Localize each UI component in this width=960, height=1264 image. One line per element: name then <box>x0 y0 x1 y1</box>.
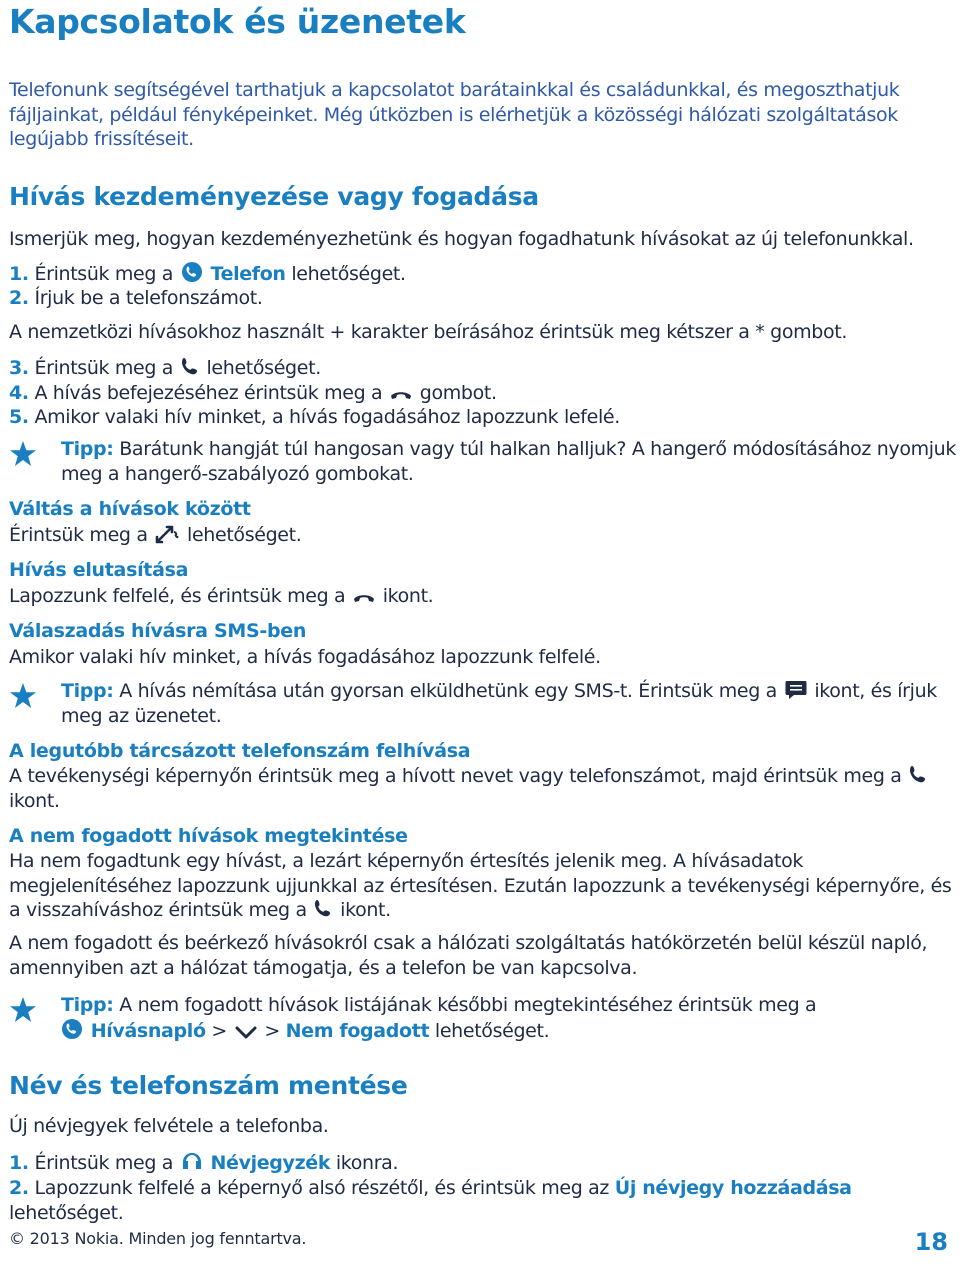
call-icon <box>909 765 927 785</box>
copyright-footer: © 2013 Nokia. Minden jog fenntartva. <box>9 1229 307 1248</box>
step-text: Érintsük meg a <box>34 357 174 379</box>
subheading-reject: Hívás elutasítása <box>9 559 189 581</box>
phone-label: Telefon <box>210 263 286 285</box>
last-post: ikont. <box>9 789 60 812</box>
phone-app-icon <box>181 261 203 283</box>
subheading-last-dialed: A legutóbb tárcsázott telefonszám felhívása <box>9 740 471 762</box>
step-text: A hívás befejezéséhez érintsük meg a <box>34 382 383 404</box>
step-text: Amikor valaki hív minket, a hívás fogadásához lapozzunk lefelé. <box>34 406 620 428</box>
call-icon <box>181 357 199 377</box>
step-text: Érintsük meg a <box>34 1152 174 1174</box>
separator: > <box>264 1019 280 1042</box>
step-3 <box>9 356 954 381</box>
chevron-down-icon <box>235 1026 257 1040</box>
tip-label: Tipp: <box>61 680 114 702</box>
step-number: 3. <box>9 357 29 379</box>
subheading-sms: Válaszadás hívásra SMS-ben <box>9 620 307 642</box>
star-icon <box>9 682 37 710</box>
contacts-label: Névjegyzék <box>210 1152 331 1174</box>
separator: > <box>211 1019 227 1042</box>
subheading-missed: A nem fogadott hívások megtekintése <box>9 825 408 847</box>
step-number: 2. <box>9 1177 29 1199</box>
end-call-icon <box>390 388 412 402</box>
new-contact-label: Új névjegy hozzáadása <box>614 1177 852 1199</box>
step-text: gombot. <box>419 382 497 404</box>
step-text: Lapozzunk felfelé a képernyő alsó részétől, és érintsük meg az <box>34 1177 610 1199</box>
step-number: 5. <box>9 406 29 428</box>
step-text: lehetőséget. <box>9 1201 124 1224</box>
tip-label: Tipp: <box>61 994 114 1016</box>
end-call-icon <box>353 591 375 605</box>
step-number: 1. <box>9 1152 29 1174</box>
star-icon <box>9 996 37 1024</box>
star-icon <box>9 440 37 468</box>
step-text: Írjuk be a telefonszámot. <box>34 287 263 309</box>
tip-text <box>61 679 960 728</box>
step-1 <box>9 261 954 287</box>
intro-paragraph: Telefonunk segítségével tarthatjuk a kapcsolatot barátainkkal és családunkkal, és megoszthatjuk fájljainkat, például fényképeinket. Még útközben is elérhetjük a közösségi hálózati szolgáltatások legújabb frissítéseit. <box>9 79 900 150</box>
sms-text: Amikor valaki hív minket, a hívás fogadásához lapozzunk felfelé. <box>9 646 601 668</box>
step-4 <box>9 381 954 406</box>
save-lead: Új névjegyek felvétele a telefonba. <box>9 1115 329 1137</box>
tip-label: Tipp: <box>61 438 114 460</box>
step-number: 2. <box>9 287 29 309</box>
save-step-1 <box>9 1151 954 1176</box>
tip-body: ikont, és írjuk meg az üzenetet. <box>61 680 937 727</box>
reject-pre: Lapozzunk felfelé, és érintsük meg a <box>9 585 346 607</box>
switch-post: lehetőséget. <box>187 524 302 546</box>
missed-label: Nem fogadott <box>285 1019 430 1042</box>
missed-pre: Ha nem fogadtunk egy hívást, a lezárt képernyőn értesítés jelenik meg. A hívásadatok megjelenítéséhez lapozzunk ujjunkkal az értesítésen. Ezután lapozzunk a tevékenységi képernyőre, és a visszahíváshoz érintsük meg a <box>9 850 952 921</box>
step-2 <box>9 286 954 311</box>
step-text: lehetőséget. <box>206 357 321 379</box>
calls-lead: Ismerjük meg, hogyan kezdeményezhetünk és hogyan fogadhatunk hívásokat az új telefonunkkal. <box>9 228 914 250</box>
last-pre: A tevékenységi képernyőn érintsük meg a hívott nevet vagy telefonszámot, majd érintsük meg a <box>9 765 902 787</box>
section-heading-save: Név és telefonszám mentése <box>9 1071 408 1100</box>
switch-pre: Érintsük meg a <box>9 524 148 546</box>
call-log-label: Hívásnapló <box>90 1019 206 1042</box>
tip-body: A nem fogadott hívások listájának későbbi megtekintéséhez érintsük meg a <box>119 994 817 1016</box>
call-log-icon <box>61 1018 83 1040</box>
missed-post: ikont. <box>340 899 391 921</box>
missed-text <box>9 849 954 923</box>
step-text: ikonra. <box>335 1152 399 1174</box>
swap-calls-icon <box>155 524 179 544</box>
tip-text <box>61 437 960 486</box>
missed-note: A nem fogadott és beérkező hívásokról csak a hálózati szolgáltatás hatókörzetén belül készül napló, amennyiben azt a hálózat támogatja, és a telefon be van kapcsolva. <box>9 932 928 979</box>
reject-post: ikont. <box>382 585 434 607</box>
section-heading-calls: Hívás kezdeményezése vagy fogadása <box>9 182 539 211</box>
message-icon <box>785 680 807 700</box>
call-icon <box>314 899 332 919</box>
plus-note: A nemzetközi hívásokhoz használt + karakter beírásához érintsük meg kétszer a * gombot. <box>9 321 848 343</box>
step-number: 4. <box>9 382 29 404</box>
step-5 <box>9 405 954 430</box>
step-text: lehetőséget. <box>291 263 406 285</box>
step-text: Érintsük meg a <box>34 263 174 285</box>
subheading-switch: Váltás a hívások között <box>9 498 251 520</box>
reject-text <box>9 584 954 609</box>
step-number: 1. <box>9 263 29 285</box>
save-step-2 <box>9 1176 954 1225</box>
page-number: 18 <box>914 1228 948 1256</box>
tip-body: A hívás némítása után gyorsan elküldhetünk egy SMS-t. Érintsük meg a <box>119 680 777 702</box>
page-title: Kapcsolatok és üzenetek <box>9 2 466 41</box>
contacts-icon <box>181 1152 203 1172</box>
tip-text <box>61 993 960 1043</box>
switch-text <box>9 523 954 548</box>
last-dialed-text <box>9 764 954 813</box>
tip-body: lehetőséget. <box>434 1019 550 1042</box>
tip-body: Barátunk hangját túl hangosan vagy túl halkan halljuk? A hangerő módosításához nyomjuk meg a hangerő-szabályozó gombokat. <box>61 438 957 485</box>
